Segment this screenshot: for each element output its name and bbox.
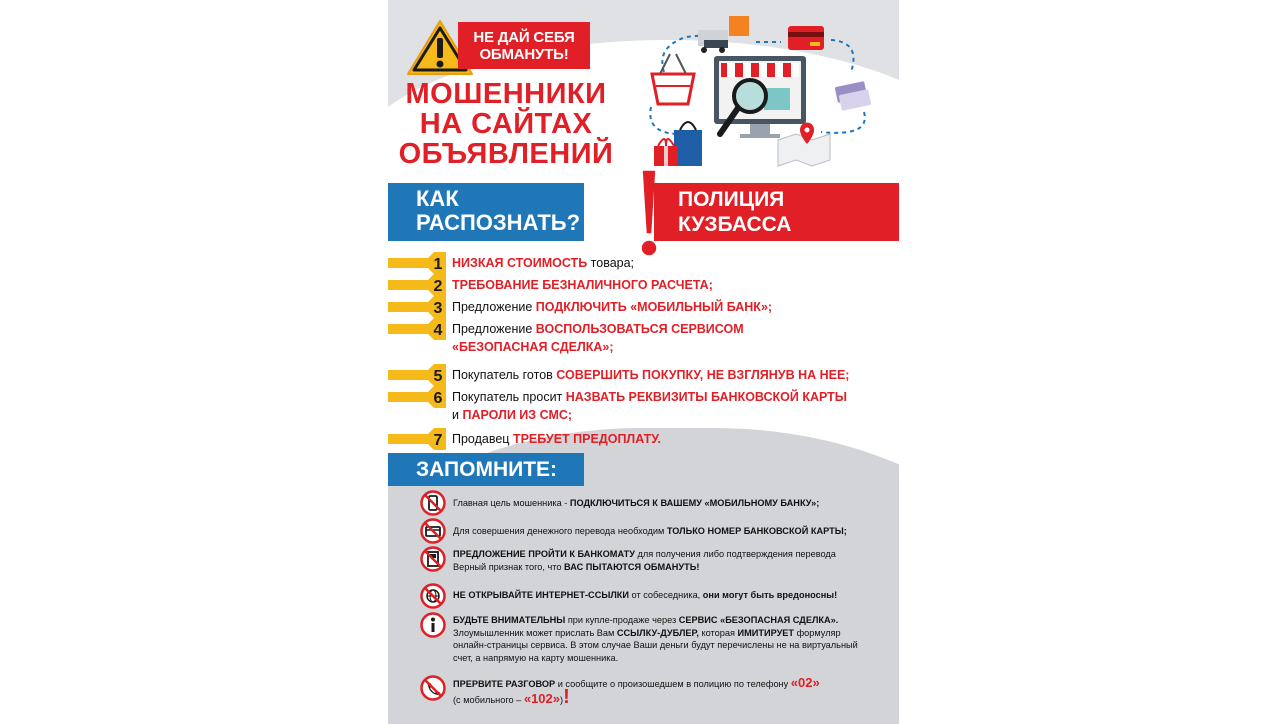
number-arrow-icon [388, 364, 446, 386]
how-to-recognize-box [388, 183, 584, 241]
warning-sign-text: Покупатель просит НАЗВАТЬ РЕКВИЗИТЫ БАНКОВСКОЙ КАРТЫ и ПАРОЛИ ИЗ СМС; [452, 390, 848, 422]
svg-text:2: 2 [433, 278, 443, 295]
warning-sign-text: ТРЕБОВАНИЕ БЕЗНАЛИЧНОГО РАСЧЕТА; [452, 278, 713, 292]
warning-sign-item [388, 296, 899, 318]
svg-text:3: 3 [433, 300, 443, 317]
rule-text: НЕ ОТКРЫВАЙТЕ ИНТЕРНЕТ-ССЫЛКИ от собеседника, они могут быть вредоносны! [453, 590, 838, 600]
remember-box: ЗАПОМНИТЕ: [388, 453, 584, 486]
number-arrow-icon [388, 296, 446, 318]
warning-sign-text: Предложение ПОДКЛЮЧИТЬ «МОБИЛЬНЫЙ БАНК»; [452, 300, 773, 314]
rule-text: БУДЬТЕ ВНИМАТЕЛЬНЫ при купле-продаже через СЕРВИС «БЕЗОПАСНАЯ СДЕЛКА». Злоумышленник может прислать Вам ССЫЛКУ-ДУБЛЕР, которая ИМИТИРУЕТ формуляр онлайн-страницы сервиса. В этом случае Ваши деньги будут перечислены не на виртуальный счет, а напрямую на карту мошенника. [453, 615, 858, 663]
badge-line-1: НЕ ДАЙ СЕБЯ [473, 28, 575, 46]
number-arrow-icon [388, 274, 446, 296]
badge-banner [458, 22, 590, 69]
svg-text:5: 5 [433, 368, 443, 385]
map-pin-icon [778, 123, 830, 167]
rule-item [420, 675, 870, 715]
police-line-2: РЕКОМЕНДУЕТ [678, 238, 837, 261]
headline-line-3: ОБЪЯВЛЕНИЙ [398, 138, 614, 170]
no-call-icon [420, 675, 446, 701]
warning-sign-item [388, 364, 899, 386]
number-arrow-icon [388, 318, 446, 340]
rule-text: Главная цель мошенника - ПОДКЛЮЧИТЬСЯ К ВАШЕМУ «МОБИЛЬНОМУ БАНКУ»; [453, 498, 820, 508]
rule-text: Для совершения денежного перевода необходим ТОЛЬКО НОМЕР БАНКОВСКОЙ КАРТЫ; [453, 526, 847, 536]
how-line-2: РАСПОЗНАТЬ? [416, 210, 581, 235]
police-recommends-box [654, 183, 899, 261]
shopping-bag-icon [674, 122, 702, 166]
no-phone-icon [420, 490, 446, 516]
rule-item [420, 546, 870, 586]
no-internet-icon [420, 583, 446, 609]
shopping-basket-icon [652, 54, 694, 104]
truck-icon [698, 30, 728, 53]
number-arrow-icon [388, 386, 446, 408]
number-arrow-icon [388, 428, 446, 450]
warning-sign-item [388, 318, 899, 354]
no-atm-icon [420, 546, 446, 572]
number-arrow-icon [388, 252, 446, 274]
badge-line-2: ОБМАНУТЬ! [479, 45, 569, 63]
poster [388, 0, 899, 724]
money-icon [835, 81, 872, 111]
info-icon [420, 612, 446, 638]
headline [396, 79, 616, 169]
warning-sign-item [388, 386, 899, 422]
warning-sign-text: Предложение ВОСПОЛЬЗОВАТЬСЯ СЕРВИСОМ «БЕЗОПАСНАЯ СДЕЛКА»; [452, 322, 744, 354]
svg-text:7: 7 [433, 432, 443, 449]
warning-sign-item [388, 252, 899, 274]
credit-card-icon [788, 26, 824, 50]
warning-sign-text: Покупатель готов СОВЕРШИТЬ ПОКУПКУ, НЕ ВЗГЛЯНУВ НА НЕЕ; [452, 368, 850, 382]
rule-text: ПРЕРВИТЕ РАЗГОВОР и сообщите о произошедшем в полицию по телефону «02» (с мобильного – «102»)! [453, 675, 820, 708]
warning-sign-item [388, 274, 899, 296]
box-icon [729, 16, 749, 36]
no-card-icon [420, 518, 446, 544]
police-line-1: ПОЛИЦИЯ КУЗБАССА [678, 188, 792, 236]
svg-text:6: 6 [433, 390, 443, 407]
headline-line-1: МОШЕННИКИ [405, 78, 607, 110]
ecommerce-illustration [646, 12, 886, 172]
warning-sign-text: НИЗКАЯ СТОИМОСТЬ товара; [452, 256, 635, 270]
headline-line-2: НА САЙТАХ [419, 108, 593, 140]
rule-item [420, 612, 870, 663]
svg-text:1: 1 [433, 256, 443, 273]
warning-sign-text: Продавец ТРЕБУЕТ ПРЕДОПЛАТУ. [452, 432, 661, 446]
warning-sign-item [388, 428, 899, 450]
rule-text: ПРЕДЛОЖЕНИЕ ПРОЙТИ К БАНКОМАТУ для получения либо подтверждения перевода Верный признак того, что ВАС ПЫТАЮТСЯ ОБМАНУТЬ! [453, 549, 836, 572]
how-line-1: КАК [416, 186, 459, 211]
svg-text:4: 4 [433, 322, 443, 339]
